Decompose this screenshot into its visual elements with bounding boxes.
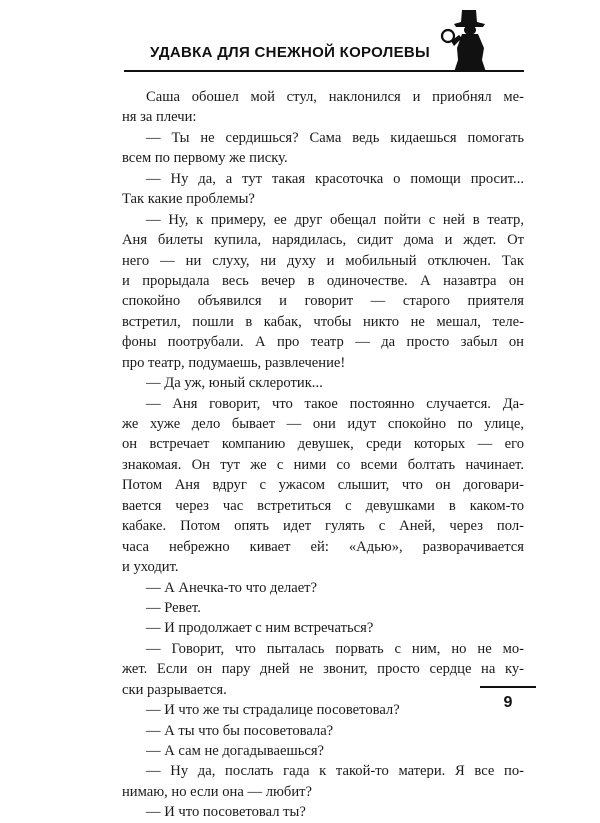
text-line: — Говорит, что пыталась порвать с ним, но не мо- [146,640,524,657]
page-number: 9 [503,694,513,711]
footer-divider [480,686,536,688]
book-title: УДАВКА ДЛЯ СНЕЖНОЙ КОРОЛЕВЫ [150,44,430,61]
text-line: — А сам не догадываешься? [146,743,325,759]
text-line: он встречает компанию девушек, среди которых — его [122,436,524,453]
text-line: — Ревет. [146,599,201,616]
text-line: — И что же ты страдалице посоветовал? [146,702,400,719]
text-line: и уходит. [122,559,179,576]
text-line: ски разрывается. [122,681,227,698]
text-line: часа небрежно кивает ей: «Адью», разворачивается [122,538,524,555]
text-line: и прорыдала весь вечер в одиночестве. А назавтра он [122,272,524,289]
text-line: — Ну да, а тут такая красоточка о помощи просит... [146,170,524,187]
text-line: — А Анечка-то что делает? [146,579,318,596]
page-body-text [122,87,524,823]
text-line: всем по первому же писку. [122,150,288,167]
detective-silhouette-icon [440,8,502,74]
text-line: кабаке. Потом опять идет гулять с Аней, через пол- [122,518,524,535]
text-line: Так какие проблемы? [122,191,255,208]
text-line: — И что посоветовал ты? [146,804,306,821]
text-line: — Аня говорит, что такое постоянно случается. Да- [146,395,524,412]
text-line: фоны поотрубали. А про театр — да просто забыл он [122,334,524,351]
text-line: вается через час встретиться с девушками в каком-то [122,497,524,514]
text-line: нимаю, но если она — любит? [122,783,312,800]
text-line: — Да уж, юный склеротик... [146,375,323,392]
text-line: жет. Если он пару дней не звонит, просто сердце на ку- [122,661,524,678]
text-line: Потом Аня вдруг с ужасом слышит, что он договари- [122,477,524,494]
text-line: спокойно объявился и говорит — старого приятеля [122,293,524,310]
text-line: — А ты что бы посоветовала? [146,722,334,739]
text-line: — Ты не сердишься? Сама ведь кидаешься помогать [146,129,524,146]
text-line: же хуже дело бывает — они идут спокойно по улице, [122,416,524,432]
running-header [120,0,540,80]
text-line: Саша обошел мой стул, наклонился и приобнял ме- [146,89,524,105]
text-line: — Ну, к примеру, ее друг обещал пойти с ней в театр, [146,211,524,228]
text-line: встретил, пошли в кабак, чтобы никто не мешал, теле- [122,313,524,330]
text-line: — Ну да, послать гада к такой-то матери. Я все по- [146,763,524,780]
text-line: ня за плечи: [122,109,197,126]
text-line: — И продолжает с ним встречаться? [146,620,374,637]
text-line: про театр, подумаешь, развлечение! [122,354,346,371]
text-line: знакомая. Он тут же с ними со всеми болтать начинает. [122,456,524,473]
text-line: него — ни слуху, ни духу и мобильный отключен. Так [122,252,524,269]
text-line: Аня билеты купила, нарядилась, сидит дома и ждет. От [122,232,524,249]
